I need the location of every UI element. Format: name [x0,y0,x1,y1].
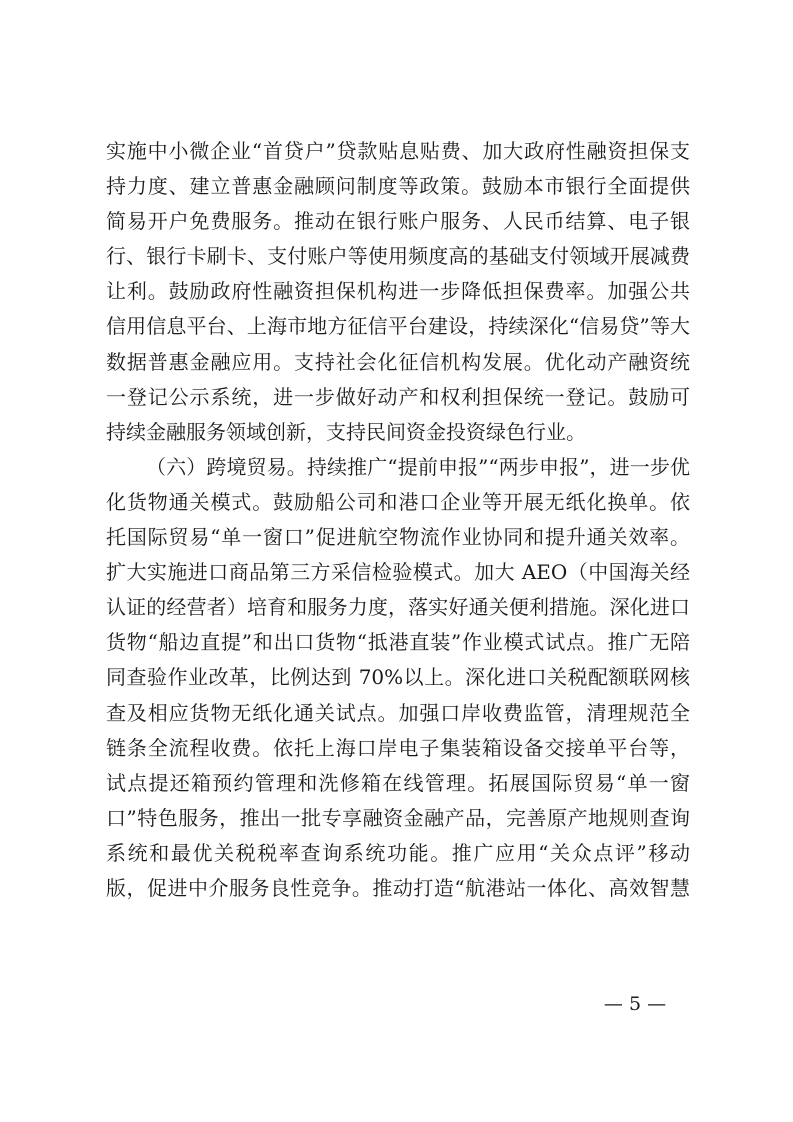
text-line: 认证的经营者）培育和服务力度，落实好通关便利措施。深化进口 [106,595,690,620]
text-line: 托国际贸易“单一窗口”促进航空物流作业协同和提升通关效率。 [106,525,690,550]
text-line: 简易开户免费服务。推动在银行账户服务、人民币结算、电子银 [106,209,690,234]
text-line: 数据普惠金融应用。支持社会化征信机构发展。优化动产融资统 [106,349,690,374]
body-text [106,134,690,906]
text-line: 系统和最优关税税率查询系统功能。推广应用“关众点评”移动 [106,840,690,865]
section-heading-line: （六）跨境贸易。持续推广“提前申报”“两步申报”，进一步优 [146,454,690,479]
text-line: 化货物通关模式。鼓励船公司和港口企业等开展无纸化换单。依 [106,489,690,514]
text-line: 信用信息平台、上海市地方征信平台建设，持续深化“信易贷”等大 [106,314,690,339]
text-line: 口”特色服务，推出一批专享融资金融产品，完善原产地规则查询 [106,805,690,830]
text-line: 持力度、建立普惠金融顾问制度等政策。鼓励本市银行全面提供 [106,174,690,199]
page-number: — 5 — [603,993,667,1015]
text-line: 持续金融服务领域创新，支持民间资金投资绿色行业。 [106,419,586,444]
text-line: 实施中小微企业“首贷户”贷款贴息贴费、加大政府性融资担保支 [106,139,690,163]
text-line: 让利。鼓励政府性融资担保机构进一步降低担保费率。加强公共 [106,279,690,304]
text-line: 同查验作业改革，比例达到 70%以上。深化进口关税配额联网核 [106,665,690,690]
text-line: 链条全流程收费。依托上海口岸电子集装箱设备交接单平台等， [106,735,690,760]
text-line: 查及相应货物无纸化通关试点。加强口岸收费监管，清理规范全 [106,700,690,725]
text-line: 版，促进中介服务良性竞争。推动打造“航港站一体化、高效智慧 [106,875,690,900]
text-line: 试点提还箱预约管理和洗修箱在线管理。拓展国际贸易“单一窗 [106,770,690,795]
text-line: 扩大实施进口商品第三方采信检验模式。加大 AEO（中国海关经 [106,560,690,585]
text-line: 行、银行卡刷卡、支付账户等使用频度高的基础支付领域开展减费 [106,244,690,269]
text-line: 一登记公示系统，进一步做好动产和权利担保统一登记。鼓励可 [106,384,690,409]
text-line: 货物“船边直提”和出口货物“抵港直装”作业模式试点。推广无陪 [106,630,690,655]
